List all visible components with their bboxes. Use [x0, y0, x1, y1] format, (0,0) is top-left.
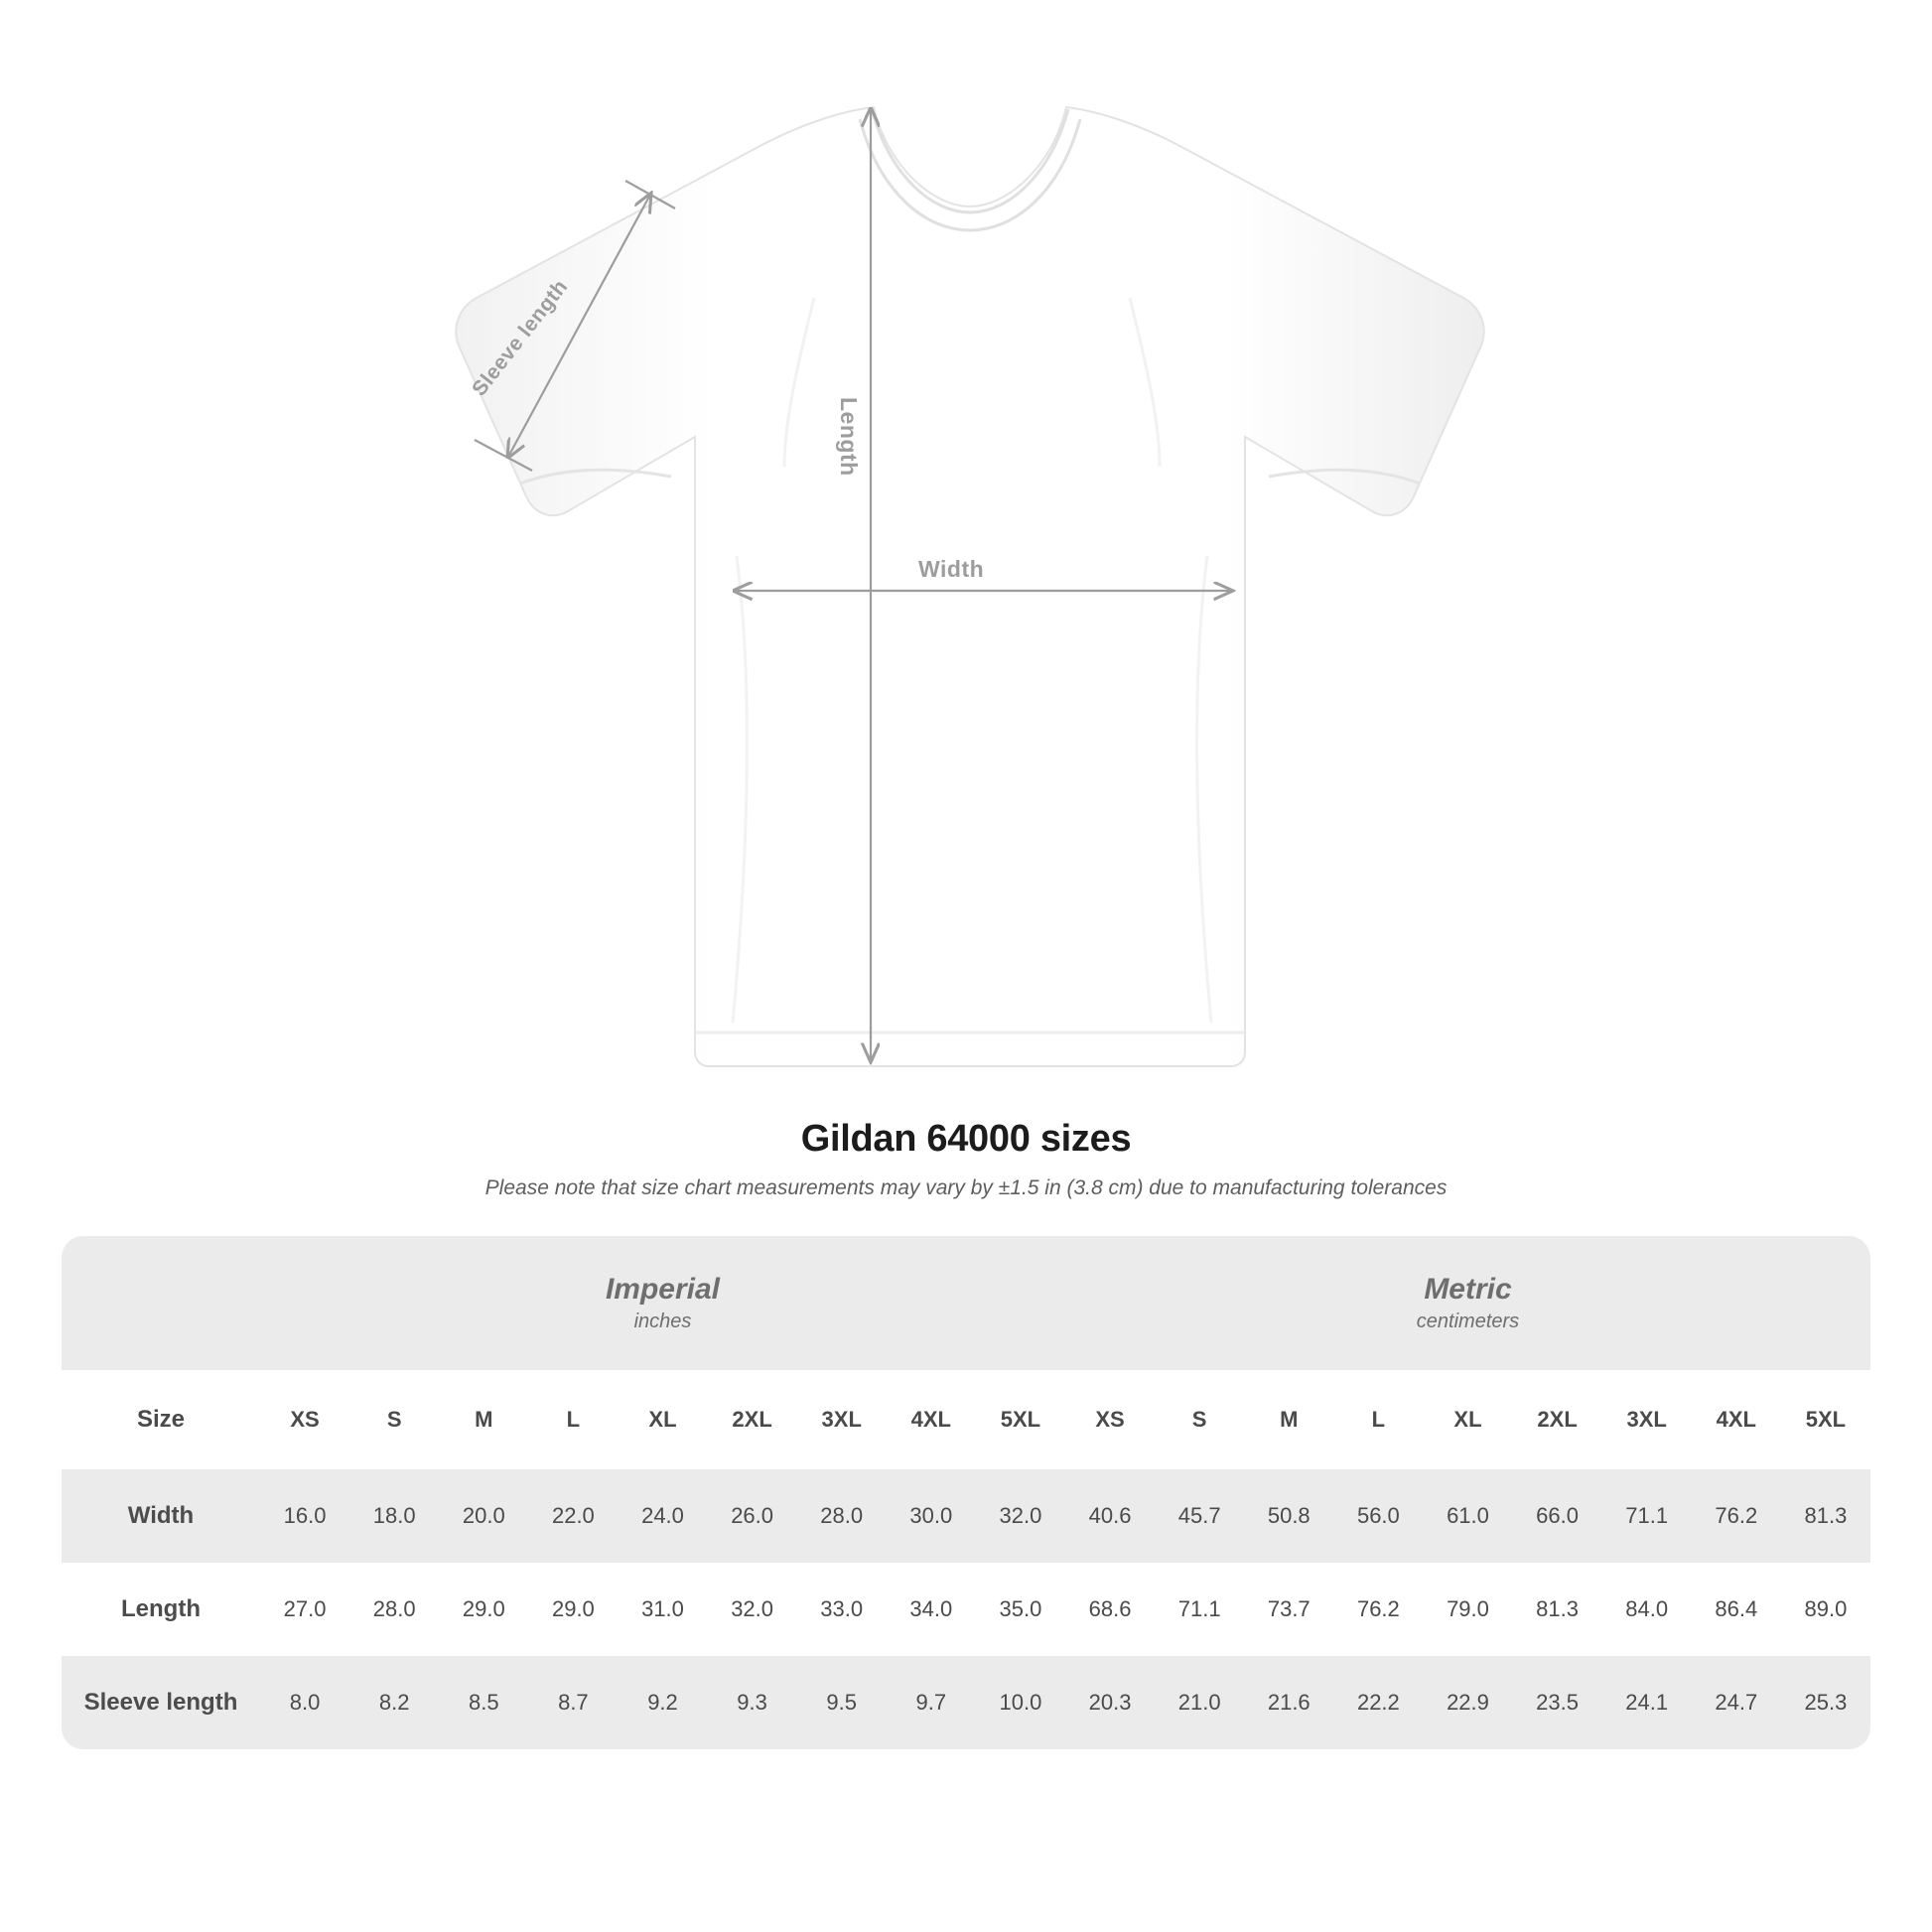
size-header-cell: L [1333, 1370, 1423, 1469]
table-row [62, 1469, 1870, 1563]
cell: 81.3 [1513, 1563, 1602, 1656]
unit-header-metric [1065, 1236, 1870, 1370]
size-table-container [62, 1236, 1870, 1749]
cell: 25.3 [1781, 1656, 1870, 1749]
cell: 24.0 [618, 1469, 707, 1563]
cell: 8.7 [528, 1656, 618, 1749]
cell: 9.3 [708, 1656, 797, 1749]
cell: 66.0 [1513, 1469, 1602, 1563]
cell: 79.0 [1423, 1563, 1512, 1656]
cell: 9.5 [797, 1656, 887, 1749]
row-label-width: Width [62, 1469, 260, 1563]
size-header-cell: 3XL [1602, 1370, 1692, 1469]
size-header-cell: 5XL [1781, 1370, 1870, 1469]
cell: 61.0 [1423, 1469, 1512, 1563]
shirt-body-shape [456, 107, 1483, 1066]
unit-sub-imperial: inches [633, 1311, 692, 1333]
size-table [62, 1236, 1870, 1749]
cell: 24.7 [1692, 1656, 1781, 1749]
cell: 56.0 [1333, 1469, 1423, 1563]
cell: 84.0 [1602, 1563, 1692, 1656]
cell: 18.0 [349, 1469, 439, 1563]
row-label-length: Length [62, 1563, 260, 1656]
cell: 22.2 [1333, 1656, 1423, 1749]
row-label-sleeve-length: Sleeve length [62, 1656, 260, 1749]
cell: 31.0 [618, 1563, 707, 1656]
cell: 71.1 [1155, 1563, 1244, 1656]
cell: 35.0 [976, 1563, 1065, 1656]
title-block [0, 1118, 1932, 1200]
cell: 21.6 [1244, 1656, 1333, 1749]
tolerance-note: Please note that size chart measurements may vary by ±1.5 in (3.8 cm) due to manufacturing tolerances [484, 1176, 1448, 1199]
size-header-label: Size [62, 1370, 260, 1469]
sleeve-length-label: Sleeve length [468, 275, 573, 401]
unit-header-spacer [62, 1236, 260, 1370]
cell: 28.0 [797, 1469, 887, 1563]
cell: 76.2 [1692, 1469, 1781, 1563]
size-header-cell: S [1155, 1370, 1244, 1469]
cell: 81.3 [1781, 1469, 1870, 1563]
cell: 8.5 [439, 1656, 528, 1749]
size-header-row [62, 1370, 1870, 1469]
size-header-cell: S [349, 1370, 439, 1469]
cell: 32.0 [708, 1563, 797, 1656]
cell: 20.0 [439, 1469, 528, 1563]
cell: 29.0 [439, 1563, 528, 1656]
cell: 40.6 [1065, 1469, 1155, 1563]
cell: 28.0 [349, 1563, 439, 1656]
cell: 23.5 [1513, 1656, 1602, 1749]
size-header-cell: L [528, 1370, 618, 1469]
unit-sub-metric: centimeters [1416, 1311, 1520, 1333]
cell: 24.1 [1602, 1656, 1692, 1749]
cell: 33.0 [797, 1563, 887, 1656]
cell: 21.0 [1155, 1656, 1244, 1749]
unit-header-row [62, 1236, 1870, 1370]
size-header-cell: XL [618, 1370, 707, 1469]
page-title: Gildan 64000 sizes [800, 1118, 1132, 1160]
cell: 22.9 [1423, 1656, 1512, 1749]
cell: 73.7 [1244, 1563, 1333, 1656]
cell: 9.7 [887, 1656, 976, 1749]
table-row [62, 1656, 1870, 1749]
cell: 27.0 [260, 1563, 349, 1656]
size-header-cell: 2XL [708, 1370, 797, 1469]
width-label: Width [918, 556, 985, 582]
size-header-cell: XS [1065, 1370, 1155, 1469]
cell: 34.0 [887, 1563, 976, 1656]
cell: 9.2 [618, 1656, 707, 1749]
cell: 10.0 [976, 1656, 1065, 1749]
size-header-cell: 4XL [1692, 1370, 1781, 1469]
cell: 86.4 [1692, 1563, 1781, 1656]
table-row [62, 1563, 1870, 1656]
size-header-cell: M [439, 1370, 528, 1469]
size-header-cell: 3XL [797, 1370, 887, 1469]
cell: 26.0 [708, 1469, 797, 1563]
cell: 8.2 [349, 1656, 439, 1749]
cell: 45.7 [1155, 1469, 1244, 1563]
unit-header-imperial [260, 1236, 1065, 1370]
cell: 89.0 [1781, 1563, 1870, 1656]
length-label: Length [836, 397, 862, 477]
unit-name-metric: Metric [1424, 1272, 1512, 1306]
cell: 76.2 [1333, 1563, 1423, 1656]
size-header-cell: 2XL [1513, 1370, 1602, 1469]
cell: 30.0 [887, 1469, 976, 1563]
cell: 20.3 [1065, 1656, 1155, 1749]
cell: 29.0 [528, 1563, 618, 1656]
size-header-cell: XS [260, 1370, 349, 1469]
cell: 50.8 [1244, 1469, 1333, 1563]
unit-name-imperial: Imperial [605, 1272, 721, 1306]
size-header-cell: 4XL [887, 1370, 976, 1469]
cell: 71.1 [1602, 1469, 1692, 1563]
size-header-cell: 5XL [976, 1370, 1065, 1469]
size-header-cell: XL [1423, 1370, 1512, 1469]
size-header-cell: M [1244, 1370, 1333, 1469]
cell: 32.0 [976, 1469, 1065, 1563]
cell: 16.0 [260, 1469, 349, 1563]
cell: 68.6 [1065, 1563, 1155, 1656]
cell: 22.0 [528, 1469, 618, 1563]
cell: 8.0 [260, 1656, 349, 1749]
